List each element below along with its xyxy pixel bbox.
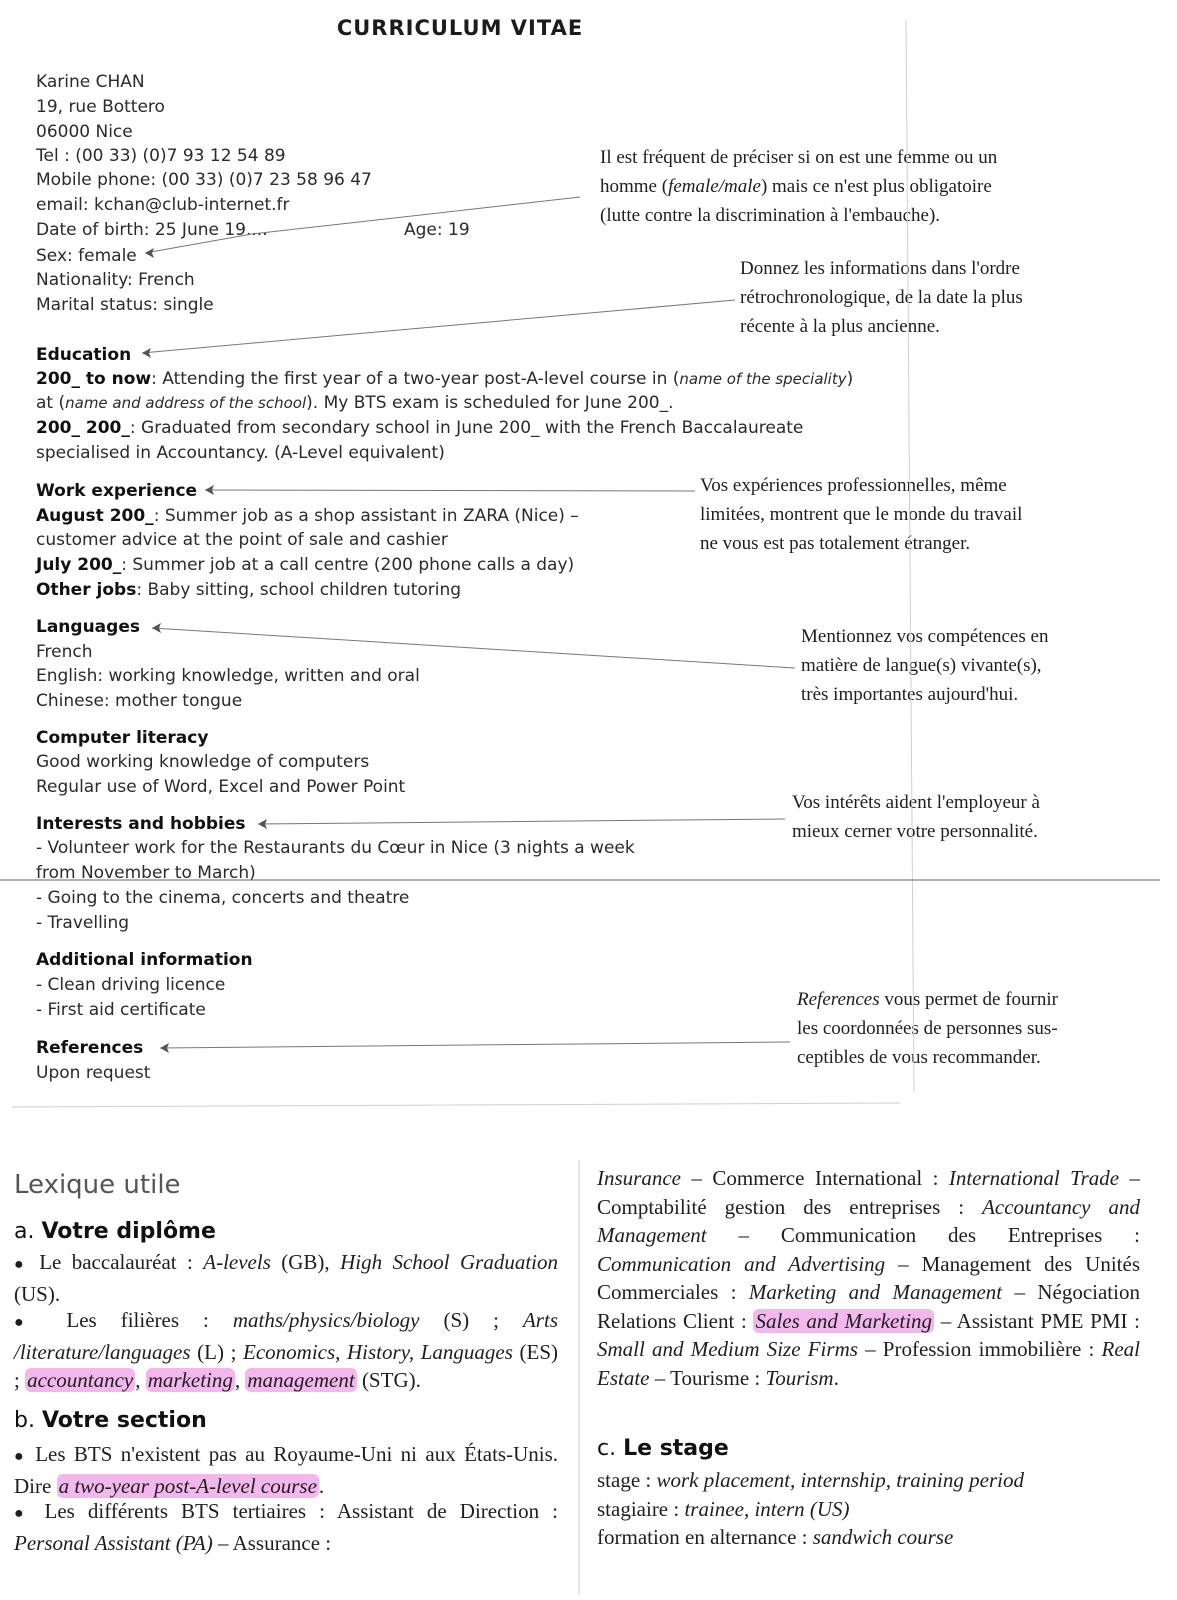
highlight-accountancy: accountancy: [27, 1368, 134, 1392]
arrow-languages-line: [152, 628, 795, 668]
lexique-c-lines: [597, 1466, 1157, 1552]
lexique-c-heading: c. Le stage: [597, 1436, 729, 1461]
additional-heading: Additional information: [36, 950, 253, 970]
lexique-a-paragraph-1: ● Le baccalauréat : A-levels (GB), High School Graduation (US).: [14, 1250, 558, 1306]
work-line-4: Other jobs: Baby sitting, school children tutoring: [36, 580, 462, 600]
lexique-a-paragraph-2: ● Les filières : maths/physics/biology (S) ; Arts /literature/languages (L) ; Economics, History, Languages (ES) ; accountancy, marketing, management (STG).: [14, 1308, 558, 1392]
cv-tel: Tel : (00 33) (0)7 93 12 54 89: [36, 146, 286, 166]
work-line-1: August 200_: Summer job as a shop assistant in ZARA (Nice) –: [36, 506, 579, 526]
lexique-c-line-2: stagiaire : trainee, intern (US): [597, 1496, 850, 1521]
note-interests: Vos intérêts aident l'employeur à mieux cerner votre personnalité.: [792, 792, 1040, 842]
cv-mobile: Mobile phone: (00 33) (0)7 23 58 96 47: [36, 170, 372, 190]
note-education: Donnez les informations dans l'ordre rétrochronologique, de la date la plus récente à la plus ancienne.: [740, 258, 1023, 337]
cv-nationality: Nationality: French: [36, 270, 195, 290]
cv-marital: Marital status: single: [36, 295, 214, 315]
cv-dob: Date of birth: 25 June 19....: [36, 220, 268, 240]
arrow-interests-line: [258, 819, 785, 824]
arrow-sex-line: [252, 197, 580, 234]
arrow-references-line: [160, 1042, 790, 1048]
cv-name: Karine CHAN: [36, 72, 145, 92]
education-line-2: at (name and address of the school). My BTS exam is scheduled for June 200_.: [36, 393, 674, 413]
education-heading: Education: [36, 345, 132, 365]
languages-line-2: English: working knowledge, written and oral: [36, 666, 420, 686]
arrowhead-sex: [145, 248, 154, 258]
interests-line-4: - Travelling: [36, 913, 130, 933]
interests-line-3: - Going to the cinema, concerts and theatre: [36, 888, 410, 908]
cv-title: CURRICULUM VITAE: [336, 16, 584, 40]
work-line-2: customer advice at the point of sale and cashier: [36, 530, 448, 550]
cv-city: 06000 Nice: [36, 122, 133, 142]
lexique-title: Lexique utile: [14, 1170, 181, 1200]
lexique-b-paragraph-1: ● Les BTS n'existent pas au Royaume-Uni ni aux États-Unis. Dire a two-year post-A-level course.: [14, 1442, 558, 1498]
interests-heading: Interests and hobbies: [36, 814, 246, 834]
computer-line-2: Regular use of Word, Excel and Power Point: [36, 777, 406, 797]
work-line-3: July 200_: Summer job at a call centre (200 phone calls a day): [36, 555, 575, 575]
languages-line-1: French: [36, 642, 93, 662]
note-sex: Il est fréquent de préciser si on est une femme ou un homme (female/male) mais ce n'est plus obligatoire (lutte contre la discrimination à l'embauche).: [600, 147, 998, 226]
lexique-b-heading: b. Votre section: [14, 1408, 207, 1433]
lexique-a-heading: a. Votre diplôme: [14, 1219, 216, 1244]
references-heading: References: [36, 1038, 144, 1058]
interests-line-1: - Volunteer work for the Restaurants du Cœur in Nice (3 nights a week: [36, 838, 635, 858]
highlight-sales-and-marketing: Sales and Marketing: [755, 1308, 933, 1333]
cv-email: email: kchan@club-internet.fr: [36, 195, 290, 215]
lexique-c-line-1: stage : work placement, internship, training period: [597, 1468, 1024, 1492]
languages-line-3: Chinese: mother tongue: [36, 691, 243, 711]
note-languages: Mentionnez vos compétences en matière de langue(s) vivante(s), très importantes aujourd'hui.: [801, 626, 1049, 705]
highlight-two-year-course: a two-year post-A-level course: [58, 1473, 317, 1498]
note-work: Vos expériences professionnelles, même limitées, montrent que le monde du travail ne vous est pas totalement étranger.: [700, 475, 1023, 554]
references-line-1: Upon request: [36, 1063, 151, 1083]
arrow-work-line: [205, 490, 695, 491]
highlight-marketing: marketing: [147, 1368, 233, 1392]
note-references: References vous permet de fournir les coordonnées de personnes sus- ceptibles de vous recommander.: [797, 989, 1058, 1068]
lexique-b-paragraph-2: ● Les différents BTS tertiaires : Assistant de Direction : Personal Assistant (PA) – Assurance :: [14, 1499, 558, 1555]
education-line-3: 200_ 200_: Graduated from secondary school in June 200_ with the French Baccalaureate: [36, 418, 804, 438]
additional-line-2: - First aid certificate: [36, 1000, 206, 1020]
lexique-right-paragraph: Insurance – Commerce International : International Trade – Comptabilité gestion des entreprises : Accountancy and Management – Communication des Entreprises : Communication and Advertising – Management des Unités Commerciales : Marketing and Management – Négociation Relations Client : Sales and Marketing – Assistant PME PMI : Small and Medium Size Firms – Profession immobilière : Real Estate – Tourisme : Tourism.: [597, 1166, 1141, 1390]
additional-line-1: - Clean driving licence: [36, 975, 226, 995]
lexique-c-line-3: formation en alternance : sandwich course: [597, 1525, 954, 1549]
arrow-sex-line-2: [145, 234, 252, 253]
arrowhead-education: [142, 348, 151, 358]
interests-line-2: from November to March): [36, 863, 256, 883]
computer-line-1: Good working knowledge of computers: [36, 752, 370, 772]
highlight-management: management: [247, 1368, 355, 1392]
cv-bottom-border: [12, 1103, 900, 1107]
fold-line-vertical: [906, 20, 914, 1092]
computer-heading: Computer literacy: [36, 728, 209, 748]
arrow-education-line: [142, 300, 735, 353]
education-line-4: specialised in Accountancy. (A-Level equivalent): [36, 443, 445, 463]
cv-street: 19, rue Bottero: [36, 97, 165, 117]
cv-sex: Sex: female: [36, 246, 137, 266]
cv-age: Age: 19: [404, 220, 470, 240]
languages-heading: Languages: [36, 617, 140, 637]
work-heading: Work experience: [36, 481, 198, 501]
education-line-1: 200_ to now: Attending the first year of a two-year post-A-level course in (name of the speciality): [36, 369, 854, 389]
